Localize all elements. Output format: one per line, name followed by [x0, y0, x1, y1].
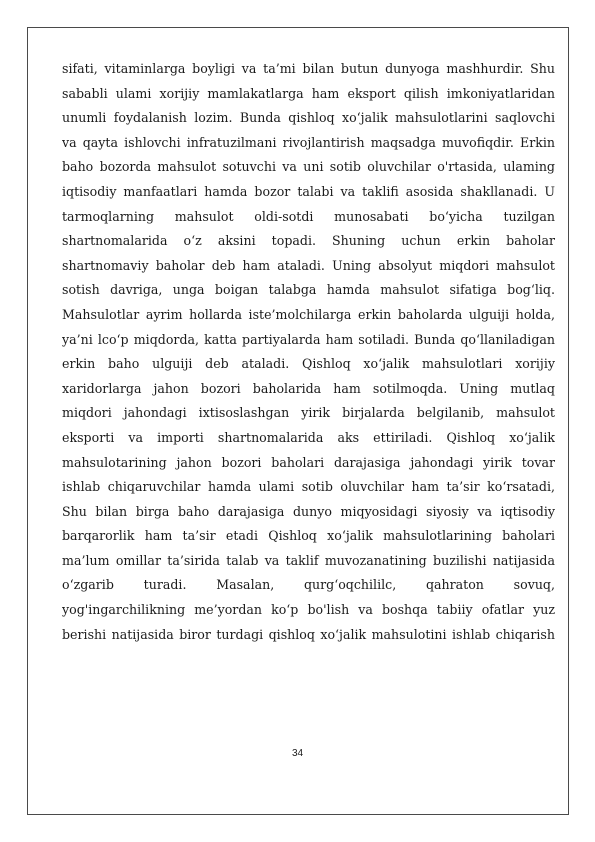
text-line: tarmoqlarning mahsulot oldi-sotdi munosabati bo‘yicha tuzilgan — [62, 208, 555, 224]
text-line: ya’ni lco‘p miqdorda, katta partiyalarda ham sotiladi. Bunda qo‘llaniladigan — [62, 331, 555, 347]
text-line: sababli ulami xorijiy mamlakatlarga ham eksport qilish imkoniyatlaridan — [62, 85, 555, 101]
text-line: xaridorlarga jahon bozori baholarida ham sotilmoqda. Uning mutlaq — [62, 380, 555, 396]
body-text — [62, 57, 555, 647]
text-line: sotish davriga, unga boigan talabga hamda mahsulot sifatiga bog‘liq. — [62, 282, 555, 298]
text-line: shartnomalarida o‘z aksini topadi. Shuning uchun erkin baholar — [62, 233, 555, 249]
page-number: 34 — [291, 748, 304, 759]
text-line: o‘zgarib turadi. Masalan, qurg‘oqchililc, qahraton sovuq, — [62, 577, 555, 593]
text-line: Shu bilan birga baho darajasiga dunyo miqyosidagi siyosiy va iqtisodiy — [62, 503, 555, 519]
text-line: yog'ingarchilikning me’yordan ko‘p bo'lish va boshqa tabiiy ofatlar yuz — [62, 602, 555, 618]
text-line: va qayta ishlovchi infratuzilmani rivojlantirish maqsadga muvofiqdir. Erkin — [62, 134, 555, 150]
text-line: barqarorlik ham ta’sir etadi Qishloq xo‘jalik mahsulotlarining baholari — [62, 528, 555, 544]
text-line: mahsulotarining jahon bozori baholari darajasiga jahondagi yirik tovar — [62, 454, 555, 470]
text-line: shartnomaviy baholar deb ham ataladi. Uning absolyut miqdori mahsulot — [62, 257, 555, 273]
text-line: iqtisodiy manfaatlari hamda bozor talabi va taklifi asosida shakllanadi. U — [62, 183, 555, 199]
text-line: eksporti va importi shartnomalarida aks ettiriladi. Qishloq xo‘jalik — [62, 429, 555, 445]
text-line: erkin baho ulguiji deb ataladi. Qishloq xo‘jalik mahsulotlari xorijiy — [62, 356, 555, 372]
text-line: unumli foydalanish lozim. Bunda qishloq xo‘jalik mahsulotlarini saqlovchi — [62, 110, 555, 126]
text-line: baho bozorda mahsulot sotuvchi va uni sotib oluvchilar o'rtasida, ulaming — [62, 159, 555, 175]
text-line: miqdori jahondagi ixtisoslashgan yirik birjalarda belgilanib, mahsulot — [62, 405, 555, 421]
text-line: ishlab chiqaruvchilar hamda ulami sotib oluvchilar ham ta’sir ko‘rsatadi, — [62, 479, 555, 495]
text-line: sifati, vitaminlarga boyligi va ta’mi bilan butun dunyoga mashhurdir. Shu — [62, 61, 555, 76]
text-line: ma’lum omillar ta’sirida talab va taklif muvozanatining buzilishi natijasida — [62, 552, 555, 568]
text-line: Mahsulotlar ayrim hollarda iste’molchilarga erkin baholarda ulguiji holda, — [62, 306, 555, 322]
text-line: berishi natijasida biror turdagi qishloq xo‘jalik mahsulotini ishlab chiqarish — [62, 626, 555, 642]
